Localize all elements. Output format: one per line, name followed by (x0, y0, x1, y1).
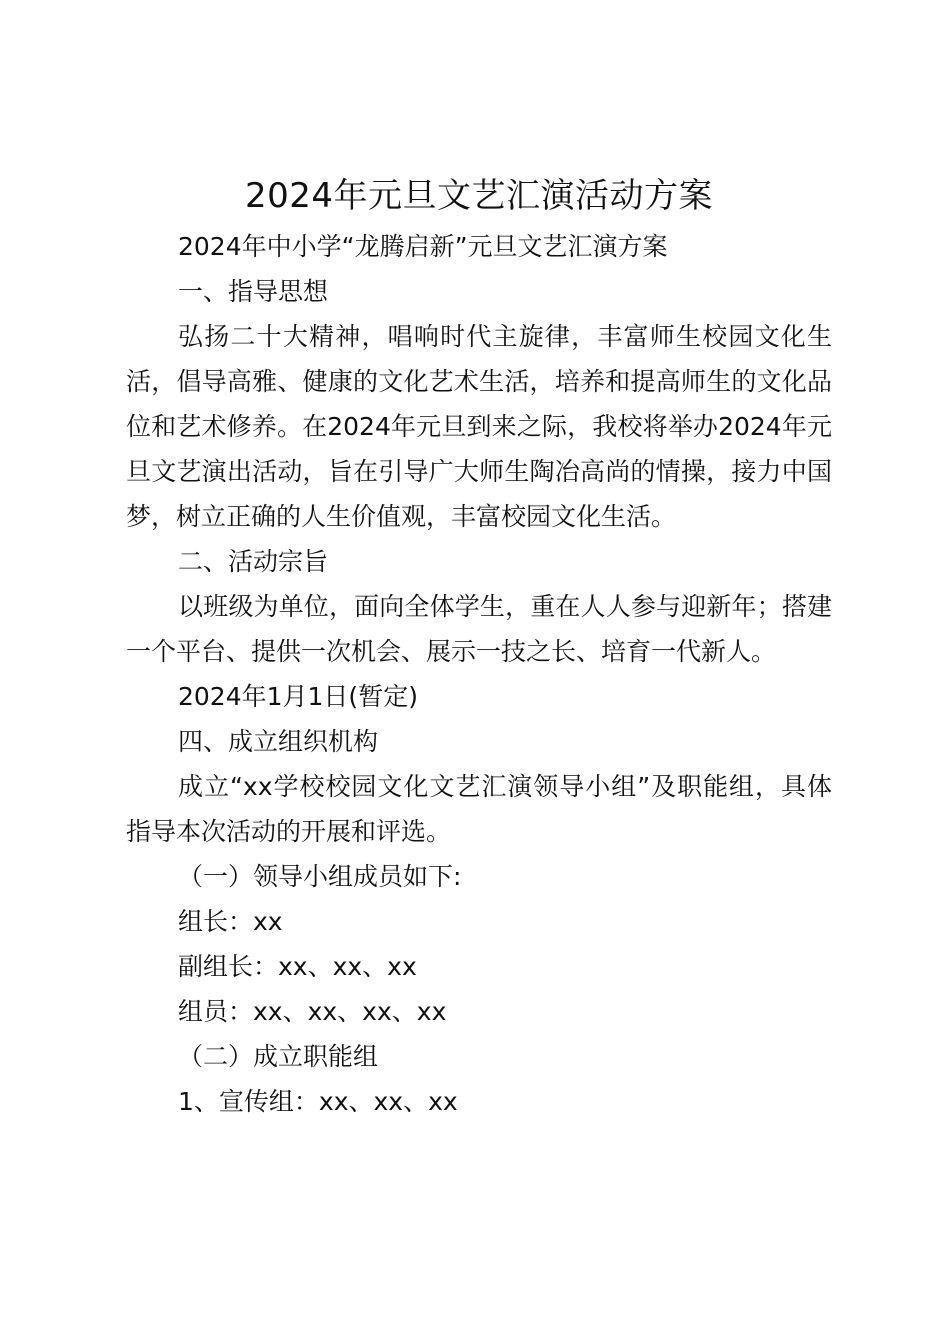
paragraph-activity-purpose: 以班级为单位，面向全体学生，重在人人参与迎新年；搭建一个平台、提供一次机会、展示一技之长、培育一代新人。 (126, 592, 832, 666)
list-item-publicity-group: 1、宣传组：xx、xx、xx (178, 1087, 458, 1116)
subheading-leadership-group: （一）领导小组成员如下: (178, 862, 462, 891)
section-heading-activity-purpose: 二、活动宗旨 (178, 547, 329, 576)
list-item-leader: 组长：xx (178, 907, 283, 936)
subtitle-paragraph: 2024年中小学“龙腾启新”元旦文艺汇演方案 (178, 232, 668, 261)
section-heading-guiding-ideology: 一、指导思想 (178, 277, 329, 306)
list-item-members: 组员：xx、xx、xx、xx (178, 997, 447, 1026)
section-heading-organization: 四、成立组织机构 (178, 727, 379, 756)
document-body (126, 224, 832, 1124)
document-title: 2024年元旦文艺汇演活动方案 (244, 176, 714, 216)
paragraph-organization: 成立“xx学校校园文化文艺汇演领导小组”及职能组，具体指导本次活动的开展和评选。 (126, 772, 832, 846)
subheading-functional-groups: （二）成立职能组 (178, 1042, 379, 1071)
paragraph-guiding-ideology: 弘扬二十大精神，唱响时代主旋律，丰富师生校园文化生活，倡导高雅、健康的文化艺术生活，培养和提高师生的文化品位和艺术修养。在2024年元旦到来之际，我校将举办2024年元旦文艺演出活动，旨在引导广大师生陶冶高尚的情操，接力中国梦，树立正确的人生价值观，丰富校园文化生活。 (126, 322, 832, 531)
paragraph-activity-date: 2024年1月1日(暂定) (178, 682, 418, 711)
document-page (126, 168, 832, 1124)
list-item-deputy-leader: 副组长：xx、xx、xx (178, 952, 417, 981)
